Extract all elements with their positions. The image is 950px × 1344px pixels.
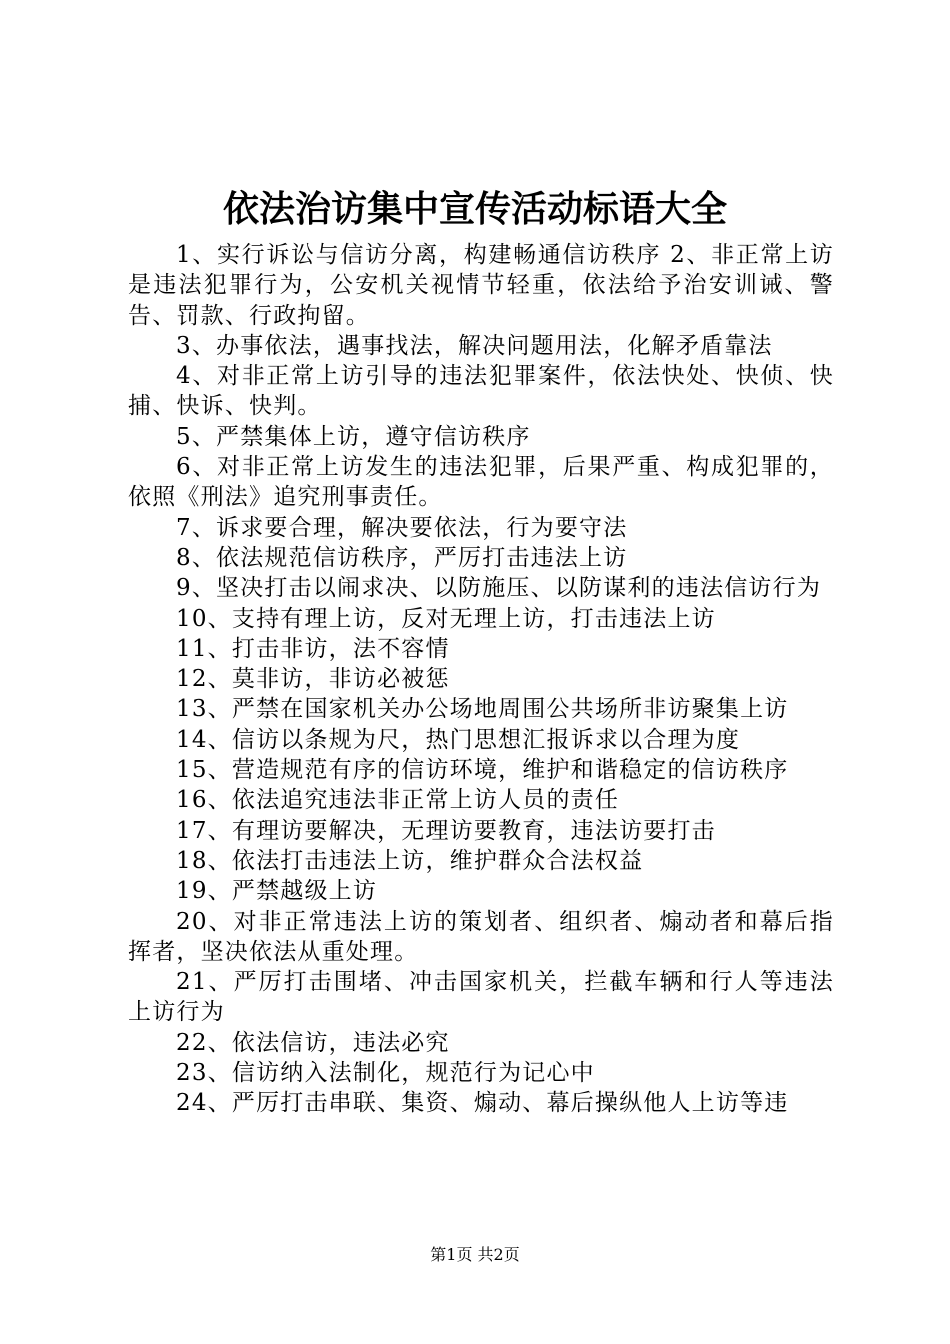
paragraph-18: 18、依法打击违法上访，维护群众合法权益 <box>176 847 644 874</box>
paragraph-6: 6、对非正常上访发生的违法犯罪，后果严重、构成犯罪的，依照《刑法》追究刑事责任。 <box>128 454 834 511</box>
paragraph-1: 1、实行诉讼与信访分离，构建畅通信访秩序 2、非正常上访是违法犯罪行为，公安机关视情节轻重，依法给予治安训诫、警告、罚款、行政拘留。 <box>128 242 834 329</box>
paragraph-5: 5、严禁集体上访，遵守信访秩序 <box>176 423 531 450</box>
paragraph-4: 4、对非正常上访引导的违法犯罪案件，依法快处、快侦、快捕、快诉、快判。 <box>128 363 834 420</box>
paragraph-20: 20、对非正常违法上访的策划者、组织者、煽动者和幕后指挥者，坚决依法从重处理。 <box>128 908 834 965</box>
document-body <box>128 240 834 1119</box>
paragraph-8: 8、依法规范信访秩序，严厉打击违法上访 <box>176 544 628 571</box>
paragraph-12: 12、莫非访，非访必被惩 <box>176 666 450 693</box>
paragraph-7: 7、诉求要合理，解决要依法，行为要守法 <box>176 514 628 541</box>
paragraph-19: 19、严禁越级上访 <box>176 878 378 905</box>
paragraph-24: 24、严厉打击串联、集资、煽动、幕后操纵他人上访等违 <box>176 1090 789 1117</box>
paragraph-9: 9、坚决打击以闹求决、以防施压、以防谋利的违法信访行为 <box>176 575 822 602</box>
paragraph-21: 21、严厉打击围堵、冲击国家机关，拦截车辆和行人等违法上访行为 <box>128 969 834 1026</box>
paragraph-14: 14、信访以条规为尺，热门思想汇报诉求以合理为度 <box>176 726 741 753</box>
paragraph-3: 3、办事依法，遇事找法，解决问题用法，化解矛盾靠法 <box>176 332 773 359</box>
paragraph-22: 22、依法信访，违法必究 <box>176 1029 450 1056</box>
paragraph-10: 10、支持有理上访，反对无理上访，打击违法上访 <box>176 605 716 632</box>
paragraph-15: 15、营造规范有序的信访环境，维护和谐稳定的信访秩序 <box>176 757 789 784</box>
paragraph-17: 17、有理访要解决，无理访要教育，违法访要打击 <box>176 817 716 844</box>
page-footer: 第1页 共2页 <box>430 1245 520 1264</box>
paragraph-16: 16、依法追究违法非正常上访人员的责任 <box>176 787 620 814</box>
paragraph-11: 11、打击非访，法不容情 <box>176 635 450 662</box>
document-title: 依法治访集中宣传活动标语大全 <box>222 189 727 230</box>
paragraph-13: 13、严禁在国家机关办公场地周围公共场所非访聚集上访 <box>176 696 789 723</box>
paragraph-23: 23、信访纳入法制化，规范行为记心中 <box>176 1060 595 1087</box>
